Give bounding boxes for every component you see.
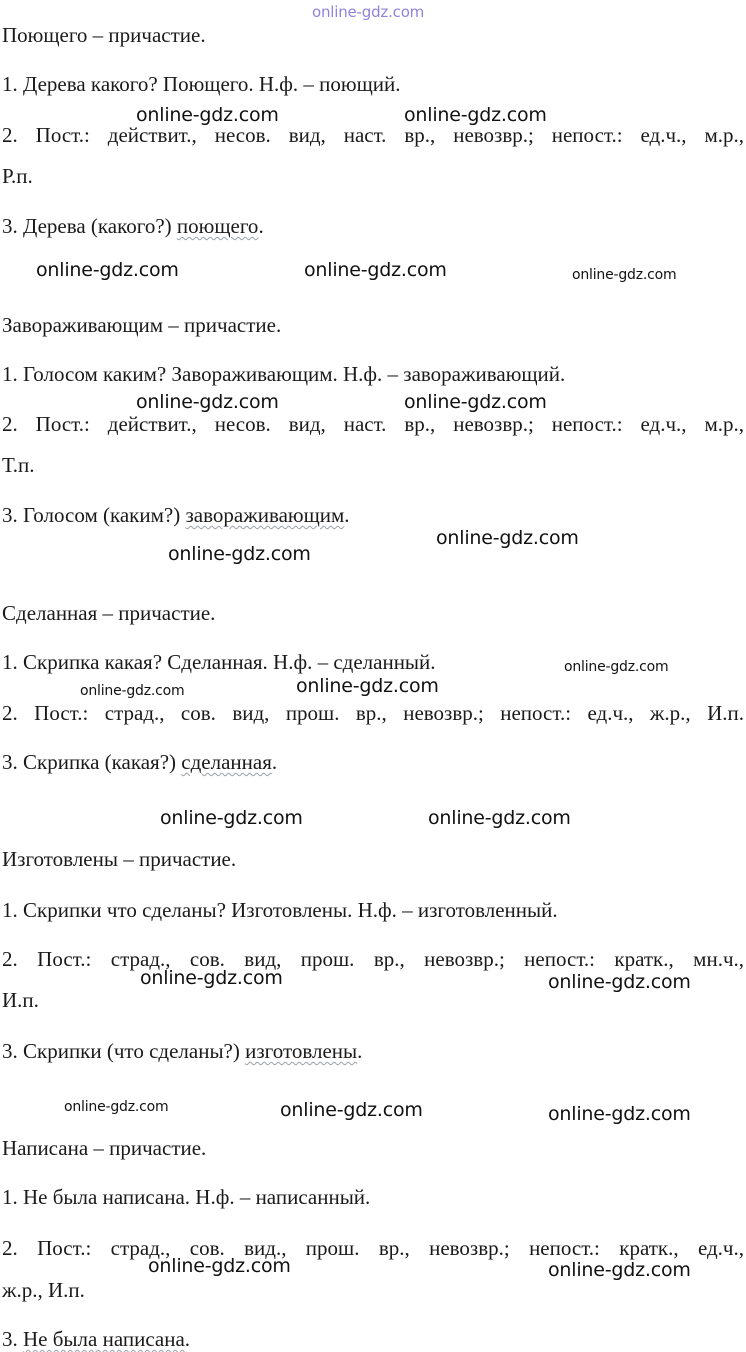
analysis-line-2-continued: И.п. — [2, 988, 39, 1012]
analysis-line-3 — [2, 1038, 744, 1064]
line-3-prefix: 3. — [2, 1327, 23, 1351]
analysis-line-2-continued: ж.р., И.п. — [2, 1278, 85, 1302]
watermark: online-gdz.com — [404, 391, 547, 413]
analysis-line-2: 2. Пост.: действит., несов. вид, наст. вр., невозвр.; непост.: ед.ч., м.р., — [2, 123, 744, 147]
watermark: online-gdz.com — [136, 391, 279, 413]
analysis-line-1: 1. Голосом каким? Завораживающим. Н.ф. – завораживающий. — [2, 362, 566, 386]
analysis-line-2: 2. Пост.: страд., сов. вид., прош. вр., невозвр.; непост.: кратк., ед.ч., — [2, 1236, 744, 1260]
line-3-prefix: 3. Голосом (каким?) — [2, 503, 186, 527]
watermark: online-gdz.com — [404, 104, 547, 126]
watermark: online-gdz.com — [572, 267, 677, 283]
watermark: online-gdz.com — [296, 675, 439, 697]
participle-heading: Завораживающим – причастие. — [2, 313, 282, 337]
watermark-top: online-gdz.com — [312, 3, 425, 21]
watermark: online-gdz.com — [160, 807, 303, 829]
watermark: online-gdz.com — [548, 971, 691, 993]
analysis-line-2-continued: Т.п. — [2, 453, 35, 477]
watermark: online-gdz.com — [148, 1255, 291, 1277]
watermark: online-gdz.com — [564, 659, 669, 675]
underlined-participle: изготовлены — [245, 1039, 358, 1063]
participle-heading: Сделанная – причастие. — [2, 601, 216, 625]
analysis-line-3 — [2, 1326, 744, 1352]
underlined-participle: завораживающим — [185, 503, 345, 527]
watermark: online-gdz.com — [136, 104, 279, 126]
analysis-line-3 — [2, 213, 744, 239]
watermark: online-gdz.com — [304, 259, 447, 281]
line-3-suffix: . — [344, 503, 350, 527]
analysis-line-1: 1. Скрипка какая? Сделанная. Н.ф. – сделанный. — [2, 650, 436, 674]
analysis-line-2: 2. Пост.: страд., сов. вид, прош. вр., невозвр.; непост.: кратк., мн.ч., — [2, 947, 744, 971]
participle-heading: Изготовлены – причастие. — [2, 847, 237, 871]
underlined-participle: Не была написана — [23, 1327, 185, 1351]
analysis-line-1: 1. Скрипки что сделаны? Изготовлены. Н.ф. – изготовленный. — [2, 898, 558, 922]
line-3-suffix: . — [271, 750, 278, 774]
analysis-line-2-continued: Р.п. — [2, 164, 33, 188]
watermark: online-gdz.com — [36, 259, 179, 281]
watermark: online-gdz.com — [436, 527, 579, 549]
participle-heading: Написана – причастие. — [2, 1136, 207, 1160]
watermark: online-gdz.com — [140, 967, 283, 989]
watermark: online-gdz.com — [548, 1259, 691, 1281]
line-3-suffix: . — [184, 1327, 191, 1351]
watermark: online-gdz.com — [80, 683, 185, 699]
line-3-prefix: 3. Дерева (какого?) — [2, 214, 177, 238]
underlined-participle: сделанная — [181, 750, 272, 774]
underlined-participle: поющего — [176, 214, 259, 238]
analysis-line-1: 1. Дерева какого? Поющего. Н.ф. – поющий. — [2, 72, 401, 96]
line-3-prefix: 3. Скрипка (какая?) — [2, 750, 182, 774]
analysis-line-3 — [2, 749, 744, 775]
watermark: online-gdz.com — [280, 1099, 423, 1121]
watermark: online-gdz.com — [64, 1099, 169, 1115]
line-3-suffix: . — [258, 214, 264, 238]
participle-heading: Поющего – причастие. — [2, 23, 206, 47]
watermark: online-gdz.com — [548, 1103, 691, 1125]
analysis-line-2: 2. Пост.: действит., несов. вид, наст. вр., невозвр.; непост.: ед.ч., м.р., — [2, 412, 744, 436]
watermark: online-gdz.com — [428, 807, 571, 829]
analysis-line-1: 1. Не была написана. Н.ф. – написанный. — [2, 1185, 371, 1209]
analysis-line-3 — [2, 502, 744, 528]
line-3-suffix: . — [357, 1039, 363, 1063]
line-3-prefix: 3. Скрипки (что сделаны?) — [2, 1039, 246, 1063]
analysis-line-2: 2. Пост.: страд., сов. вид, прош. вр., невозвр.; непост.: ед.ч., ж.р., И.п. — [2, 701, 744, 725]
watermark: online-gdz.com — [168, 543, 311, 565]
